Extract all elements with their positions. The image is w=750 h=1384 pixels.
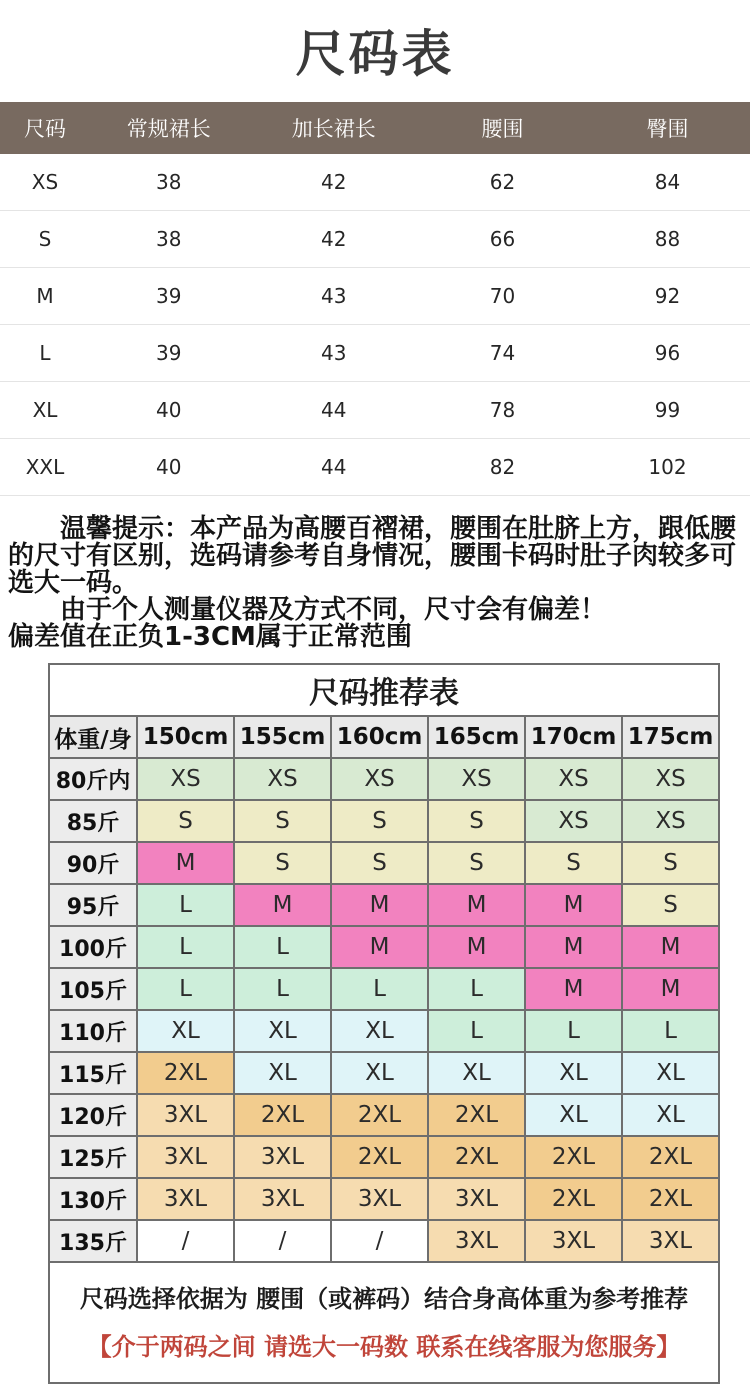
recommend-header-cell: 体重/身 (50, 717, 136, 757)
recommend-size-cell: XL (526, 1095, 621, 1135)
size-table-cell: 40 (156, 398, 182, 422)
recommend-size-cell: XS (429, 759, 524, 799)
size-table-cell: 78 (489, 398, 516, 422)
recommend-size-cell: 2XL (623, 1179, 718, 1219)
size-table-cell: 39 (156, 341, 182, 365)
recommend-header-cell: 150cm (138, 717, 233, 757)
recommend-size-cell: M (332, 927, 427, 967)
recommend-size-cell: S (332, 801, 427, 841)
recommend-size-cell: S (429, 843, 524, 883)
recommend-size-cell: L (138, 885, 233, 925)
recommend-size-cell: / (332, 1221, 427, 1261)
recommend-size-cell: XL (526, 1053, 621, 1093)
recommend-size-cell: L (138, 969, 233, 1009)
size-table-cell: XXL (25, 455, 65, 479)
size-table-cell: XS (31, 170, 59, 194)
recommend-size-cell: 3XL (235, 1137, 330, 1177)
size-table-header-cell: 尺码 (24, 117, 66, 141)
size-table-cell: 44 (321, 455, 347, 479)
size-table-cell: 40 (156, 455, 182, 479)
size-table-header-row (0, 102, 750, 154)
recommend-size-cell: M (526, 969, 621, 1009)
recommend-row-label: 85斤 (50, 801, 136, 841)
recommend-size-cell: XS (526, 801, 621, 841)
recommend-size-cell: 3XL (526, 1221, 621, 1261)
recommend-size-cell: S (623, 885, 718, 925)
recommend-size-cell: 2XL (429, 1095, 524, 1135)
size-table-row (0, 211, 750, 268)
size-table-cell: 42 (321, 227, 347, 251)
size-table-cell: XL (32, 398, 58, 422)
recommend-size-cell: L (138, 927, 233, 967)
tips-paragraph-2: 由于个人测量仪器及方式不同，尺寸会有偏差！ (60, 595, 607, 625)
recommend-size-cell: XL (235, 1011, 330, 1051)
size-table-cell: L (39, 341, 51, 365)
size-table (0, 102, 750, 496)
recommend-header-cell: 170cm (526, 717, 621, 757)
recommend-size-cell: XL (138, 1011, 233, 1051)
size-table-cell: 62 (489, 170, 516, 194)
recommend-size-cell: M (526, 885, 621, 925)
recommend-size-cell: XS (623, 801, 718, 841)
recommend-size-cell: 2XL (526, 1137, 621, 1177)
recommend-size-cell: L (429, 969, 524, 1009)
recommend-size-cell: 3XL (623, 1221, 718, 1261)
recommend-row-label: 115斤 (50, 1053, 136, 1093)
size-table-cell: 43 (321, 284, 347, 308)
recommend-row-label: 105斤 (50, 969, 136, 1009)
recommend-size-cell: M (623, 969, 718, 1009)
recommend-header-cell: 175cm (623, 717, 718, 757)
recommend-size-cell: XS (526, 759, 621, 799)
size-table-row (0, 439, 750, 496)
size-table-header-cell: 腰围 (481, 117, 524, 141)
recommend-size-cell: M (623, 927, 718, 967)
recommend-size-cell: 2XL (235, 1095, 330, 1135)
size-table-row (0, 154, 750, 211)
recommend-size-cell: M (235, 885, 330, 925)
recommend-size-cell: L (623, 1011, 718, 1051)
recommend-row-label: 100斤 (50, 927, 136, 967)
recommend-size-cell: XL (623, 1095, 718, 1135)
recommend-table-title: 尺码推荐表 (50, 665, 718, 715)
recommend-size-cell: 3XL (235, 1179, 330, 1219)
recommend-size-cell: 3XL (429, 1221, 524, 1261)
size-table-cell: 44 (321, 398, 347, 422)
tips-paragraph-1: 温馨提示：本产品为高腰百褶裙，腰围在肚脐上方，跟低腰的尺寸有区别，选码请参考自身情况，腰围卡码时肚子肉较多可选大一码。 (8, 514, 737, 598)
recommend-row-label: 125斤 (50, 1137, 136, 1177)
recommend-size-cell: 2XL (138, 1053, 233, 1093)
recommend-size-cell: M (332, 885, 427, 925)
recommend-size-cell: L (332, 969, 427, 1009)
size-table-cell: 92 (654, 284, 681, 308)
recommend-header-cell: 165cm (429, 717, 524, 757)
size-table-cell: 70 (489, 284, 516, 308)
recommend-size-cell: L (235, 927, 330, 967)
recommend-size-cell: XS (138, 759, 233, 799)
size-table-cell: 38 (156, 170, 182, 194)
recommend-size-cell: S (235, 843, 330, 883)
recommend-size-cell: XL (623, 1053, 718, 1093)
recommend-size-cell: L (526, 1011, 621, 1051)
recommend-grid (50, 715, 718, 1261)
size-table-cell: 84 (654, 170, 681, 194)
recommend-row-label: 95斤 (50, 885, 136, 925)
recommend-size-cell: M (526, 927, 621, 967)
size-table-cell: M (36, 284, 54, 308)
recommend-size-cell: S (235, 801, 330, 841)
size-table-body (0, 154, 750, 496)
recommend-size-cell: 3XL (138, 1095, 233, 1135)
recommend-size-cell: XL (332, 1053, 427, 1093)
size-table-cell: 82 (489, 455, 516, 479)
recommend-size-cell: S (332, 843, 427, 883)
recommend-size-cell: M (429, 927, 524, 967)
recommend-size-cell: S (526, 843, 621, 883)
recommend-size-cell: / (235, 1221, 330, 1261)
recommend-row-label: 80斤内 (50, 759, 136, 799)
recommend-table-footer (50, 1261, 718, 1382)
recommend-size-cell: 2XL (429, 1137, 524, 1177)
size-table-cell: 96 (654, 341, 681, 365)
size-table-cell: 74 (489, 341, 516, 365)
recommend-size-cell: XL (429, 1053, 524, 1093)
size-table-cell: 88 (654, 227, 681, 251)
recommend-size-cell: XL (235, 1053, 330, 1093)
size-table-header-cell: 臀围 (646, 117, 689, 141)
recommend-header-cell: 160cm (332, 717, 427, 757)
recommend-size-cell: XS (623, 759, 718, 799)
recommend-size-cell: M (138, 843, 233, 883)
size-table-row (0, 268, 750, 325)
recommend-size-cell: 2XL (623, 1137, 718, 1177)
recommend-size-cell: 2XL (332, 1137, 427, 1177)
recommend-size-cell: S (623, 843, 718, 883)
recommend-header-cell: 155cm (235, 717, 330, 757)
tips-block (8, 516, 742, 651)
size-table-row (0, 325, 750, 382)
size-table-header-cell: 常规裙长 (126, 117, 211, 141)
tips-paragraph-3: 偏差值在正负1-3CM属于正常范围 (8, 622, 412, 652)
recommend-size-cell: M (429, 885, 524, 925)
footer-highlight: 【介于两码之间 请选大一码数 联系在线客服为您服务】 (87, 1333, 681, 1361)
size-table-cell: 38 (156, 227, 182, 251)
size-table-cell: 102 (648, 455, 687, 479)
recommend-row-label: 120斤 (50, 1095, 136, 1135)
recommend-size-cell: 2XL (526, 1179, 621, 1219)
recommend-size-cell: XL (332, 1011, 427, 1051)
footer-note: 尺码选择依据为 腰围（或裤码）结合身高体重为参考推荐 (79, 1285, 689, 1313)
recommend-size-cell: / (138, 1221, 233, 1261)
recommend-size-cell: 3XL (332, 1179, 427, 1219)
recommend-row-label: 135斤 (50, 1221, 136, 1261)
page-title: 尺码表 (295, 25, 455, 83)
size-table-cell: S (38, 227, 52, 251)
recommend-size-cell: XS (235, 759, 330, 799)
recommend-table (48, 663, 720, 1384)
recommend-size-cell: L (429, 1011, 524, 1051)
recommend-size-cell: S (429, 801, 524, 841)
recommend-size-cell: 2XL (332, 1095, 427, 1135)
recommend-size-cell: 3XL (429, 1179, 524, 1219)
size-table-cell: 43 (321, 341, 347, 365)
size-table-cell: 39 (156, 284, 182, 308)
size-table-header-cell: 加长裙长 (291, 117, 376, 141)
recommend-size-cell: S (138, 801, 233, 841)
recommend-row-label: 130斤 (50, 1179, 136, 1219)
recommend-size-cell: XS (332, 759, 427, 799)
size-table-row (0, 382, 750, 439)
recommend-size-cell: 3XL (138, 1137, 233, 1177)
recommend-row-label: 110斤 (50, 1011, 136, 1051)
recommend-size-cell: L (235, 969, 330, 1009)
size-table-cell: 99 (654, 398, 681, 422)
size-table-cell: 42 (321, 170, 347, 194)
size-table-cell: 66 (489, 227, 516, 251)
recommend-size-cell: 3XL (138, 1179, 233, 1219)
recommend-row-label: 90斤 (50, 843, 136, 883)
